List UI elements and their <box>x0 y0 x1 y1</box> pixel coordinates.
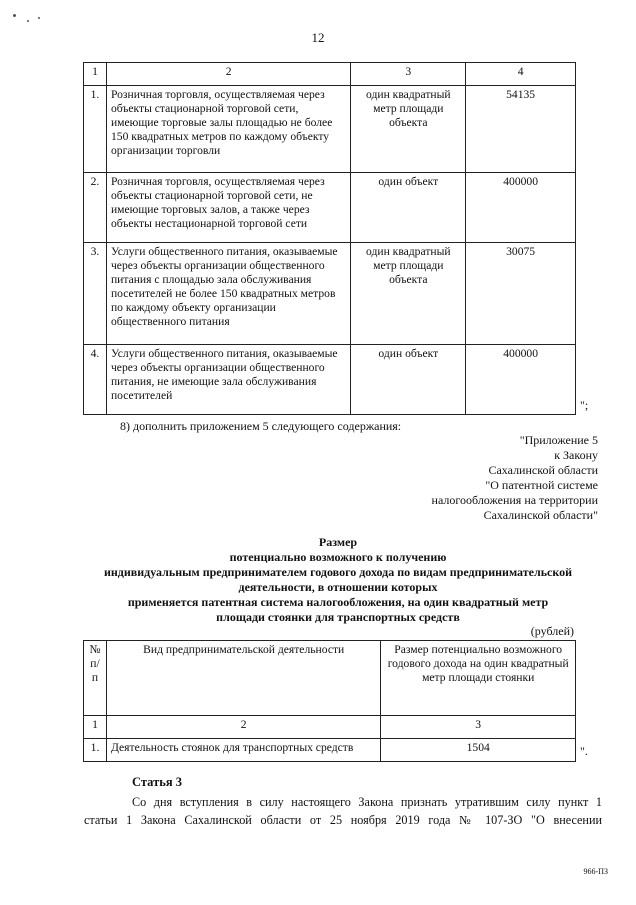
scan-speck <box>27 20 29 22</box>
amount-cell: 1504 <box>381 739 576 762</box>
appendix-title <box>40 535 636 625</box>
header-cell: 1 <box>84 63 107 86</box>
activity-cell: Услуги общественного питания, оказываемые через объекты организации общественного питания с площадью зала обслуживания посетителей не более 150 квадратных метров по каждому объекту организации общественного питания <box>106 243 350 345</box>
table-header-row <box>84 641 576 716</box>
article-line: Со дня вступления в силу настоящего Закона признать утратившим силу пункт 1 <box>132 795 602 809</box>
unit-cell: один квадратный метр площади объекта <box>351 86 466 173</box>
header-cell: 3 <box>351 63 466 86</box>
index-cell: 1 <box>84 716 107 739</box>
table-row <box>84 739 576 762</box>
article-heading: Статья 3 <box>132 775 182 789</box>
header-cell: 4 <box>466 63 576 86</box>
rates-table <box>83 62 576 415</box>
table-row <box>84 86 576 173</box>
header-cell: 2 <box>106 63 350 86</box>
title-line: деятельности, в отношении которых <box>238 580 438 594</box>
scan-speck <box>38 17 40 19</box>
scan-speck <box>13 14 16 17</box>
unit-cell: один объект <box>351 345 466 415</box>
row-number: 1. <box>84 86 107 173</box>
parking-income-table <box>83 640 576 762</box>
amount-cell: 30075 <box>466 243 576 345</box>
currency-unit-label: (рублей) <box>530 624 574 638</box>
appendix-line: налогообложения на территории <box>431 493 598 507</box>
table-closing-quote: ". <box>580 744 588 758</box>
activity-cell: Деятельность стоянок для транспортных средств <box>106 739 380 762</box>
title-line: потенциально возможного к получению <box>229 550 447 564</box>
row-number: 4. <box>84 345 107 415</box>
table-row <box>84 173 576 243</box>
table-index-row <box>84 716 576 739</box>
activity-cell: Розничная торговля, осуществляемая через объекты стационарной торговой сети, имеющие торговые залы площадью не более 150 квадратных метров по каждому объекту организации торговли <box>106 86 350 173</box>
page-number: 12 <box>311 30 325 45</box>
row-number: 2. <box>84 173 107 243</box>
title-line: Размер <box>318 535 358 549</box>
appendix-heading <box>358 433 598 523</box>
header-activity: Вид предпринимательской деятельности <box>106 641 380 716</box>
row-number: 1. <box>84 739 107 762</box>
appendix-line: к Закону <box>554 448 598 462</box>
title-line: применяется патентная система налогообложения, на один квадратный метр <box>127 595 549 609</box>
index-cell: 2 <box>106 716 380 739</box>
unit-cell: один квадратный метр площади объекта <box>351 243 466 345</box>
table-row <box>84 243 576 345</box>
document-code: 966-ПЗ <box>583 867 608 876</box>
table-row <box>84 345 576 415</box>
appendix-line: "Приложение 5 <box>519 433 598 447</box>
amount-cell: 400000 <box>466 173 576 243</box>
amendment-item-8: 8) дополнить приложением 5 следующего содержания: <box>120 419 402 433</box>
activity-cell: Розничная торговля, осуществляемая через объекты стационарной торговой сети, не имеющие торговых залов, а также через объекты нестационарной торговой сети <box>106 173 350 243</box>
title-line: индивидуальным предпринимателем годового дохода по видам предпринимательской <box>103 565 573 579</box>
amount-cell: 400000 <box>466 345 576 415</box>
unit-cell: один объект <box>351 173 466 243</box>
article-line: статьи 1 Закона Сахалинской области от 25 ноября 2019 года № 107-ЗО "О внесении <box>84 813 602 827</box>
table-closing-quote: "; <box>580 398 589 412</box>
title-line: площади стоянки для транспортных средств <box>216 610 460 624</box>
article-text <box>84 793 602 829</box>
table-header-row <box>84 63 576 86</box>
header-num: № п/п <box>84 641 107 716</box>
index-cell: 3 <box>381 716 576 739</box>
row-number: 3. <box>84 243 107 345</box>
appendix-line: "О патентной системе <box>485 478 598 492</box>
appendix-line: Сахалинской области <box>488 463 598 477</box>
activity-cell: Услуги общественного питания, оказываемые через объекты организации общественного питания, не имеющие зала обслуживания посетителей <box>106 345 350 415</box>
header-income: Размер потенциально возможного годового дохода на один квадратный метр площади стоянки <box>381 641 576 716</box>
amount-cell: 54135 <box>466 86 576 173</box>
appendix-line: Сахалинской области" <box>483 508 598 522</box>
